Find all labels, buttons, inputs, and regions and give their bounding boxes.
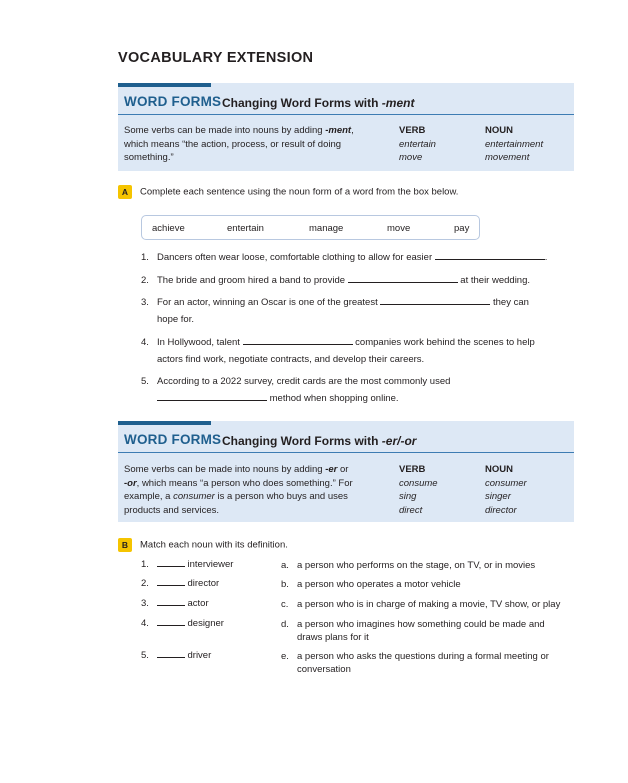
definition: a person who imagines how something could be made and draws plans for it	[297, 619, 545, 643]
answer-blank[interactable]	[243, 334, 353, 345]
verb-example: direct	[399, 504, 423, 516]
noun-header: NOUN	[485, 125, 513, 136]
match-blank[interactable]	[157, 615, 185, 626]
box-description: Some verbs can be made into nouns by adding -ment, which means “the action, process, or result of doing something.”	[124, 125, 354, 163]
word-forms-label: WORD FORMS	[124, 432, 222, 447]
list-item: According to a 2022 survey, credit cards are the most commonly used method when shopping online.	[157, 376, 451, 404]
answer-blank[interactable]	[348, 272, 458, 283]
definition: a person who is in charge of making a movie, TV show, or play	[297, 599, 561, 610]
definition-letter: d.	[281, 619, 289, 630]
item-number: 5.	[141, 376, 149, 387]
list-item: The bride and groom hired a band to provide at their wedding.	[157, 272, 530, 289]
box-header	[118, 425, 574, 453]
item-number: 2.	[141, 275, 149, 286]
noun-example: director	[485, 504, 517, 516]
noun-header: NOUN	[485, 464, 513, 475]
box-header	[118, 87, 574, 115]
definition-letter: a.	[281, 560, 289, 571]
match-blank[interactable]	[157, 575, 185, 586]
verb-example: consume	[399, 477, 438, 489]
match-noun: 2. director	[141, 575, 219, 592]
answer-blank[interactable]	[157, 390, 267, 401]
word-box	[141, 215, 480, 240]
verb-column	[399, 463, 438, 517]
item-number: 3.	[141, 297, 149, 308]
match-blank[interactable]	[157, 595, 185, 606]
box-title: Changing Word Forms with -er/-or	[222, 434, 417, 448]
match-noun: 4. designer	[141, 615, 224, 632]
match-noun: 5. driver	[141, 647, 211, 664]
item-number: 4.	[141, 337, 149, 348]
page-title: VOCABULARY EXTENSION	[118, 50, 314, 66]
match-blank[interactable]	[157, 556, 185, 567]
noun-example: entertainment	[485, 138, 544, 150]
noun-example: consumer	[485, 477, 527, 489]
word-box-word: manage	[309, 223, 344, 234]
verb-example: entertain	[399, 138, 436, 150]
verb-column	[399, 124, 436, 165]
exercise-a-instruction: A Complete each sentence using the noun form of a word from the box below.	[118, 185, 458, 199]
word-forms-box-ment	[118, 83, 574, 171]
exercise-badge-a: A	[118, 185, 132, 199]
exercise-b-instruction: B Match each noun with its definition.	[118, 538, 288, 552]
list-item: Dancers often wear loose, comfortable clothing to allow for easier .	[157, 249, 547, 266]
definition: a person who performs on the stage, on TV, or in movies	[297, 560, 536, 571]
verb-header: VERB	[399, 464, 426, 475]
verb-example: sing	[399, 491, 417, 502]
box-title: Changing Word Forms with -ment	[222, 96, 415, 110]
word-box-word: achieve	[152, 223, 185, 234]
word-box-word: move	[387, 223, 411, 234]
match-blank[interactable]	[157, 647, 185, 658]
noun-column	[485, 463, 527, 517]
match-noun: 3. actor	[141, 595, 209, 612]
answer-blank[interactable]	[380, 294, 490, 305]
definition-letter: b.	[281, 579, 289, 590]
definition: a person who asks the questions during a formal meeting or conversation	[297, 651, 549, 675]
word-forms-box-er-or	[118, 421, 574, 522]
box-description: Some verbs can be made into nouns by adding -er or -or, which means “a person who does something.” For example, a consumer is a person who buys and uses products and services.	[124, 464, 353, 516]
item-number: 1.	[141, 252, 149, 263]
noun-example: movement	[485, 152, 530, 163]
word-box-word: pay	[454, 223, 470, 234]
answer-blank[interactable]	[435, 249, 545, 260]
noun-column	[485, 124, 543, 165]
noun-example: singer	[485, 491, 511, 502]
word-forms-label: WORD FORMS	[124, 94, 222, 109]
match-noun: 1. interviewer	[141, 556, 233, 573]
list-item: In Hollywood, talent companies work behind the scenes to help actors find work, negotiate contracts, and develop their careers.	[157, 334, 535, 368]
definition-letter: c.	[281, 599, 289, 610]
list-item: For an actor, winning an Oscar is one of the greatest they can hope for.	[157, 294, 529, 328]
definition: a person who operates a motor vehicle	[297, 579, 461, 590]
verb-example: move	[399, 152, 423, 163]
exercise-badge-b: B	[118, 538, 132, 552]
word-box-word: entertain	[227, 223, 264, 234]
verb-header: VERB	[399, 125, 426, 136]
definition-letter: e.	[281, 651, 289, 662]
